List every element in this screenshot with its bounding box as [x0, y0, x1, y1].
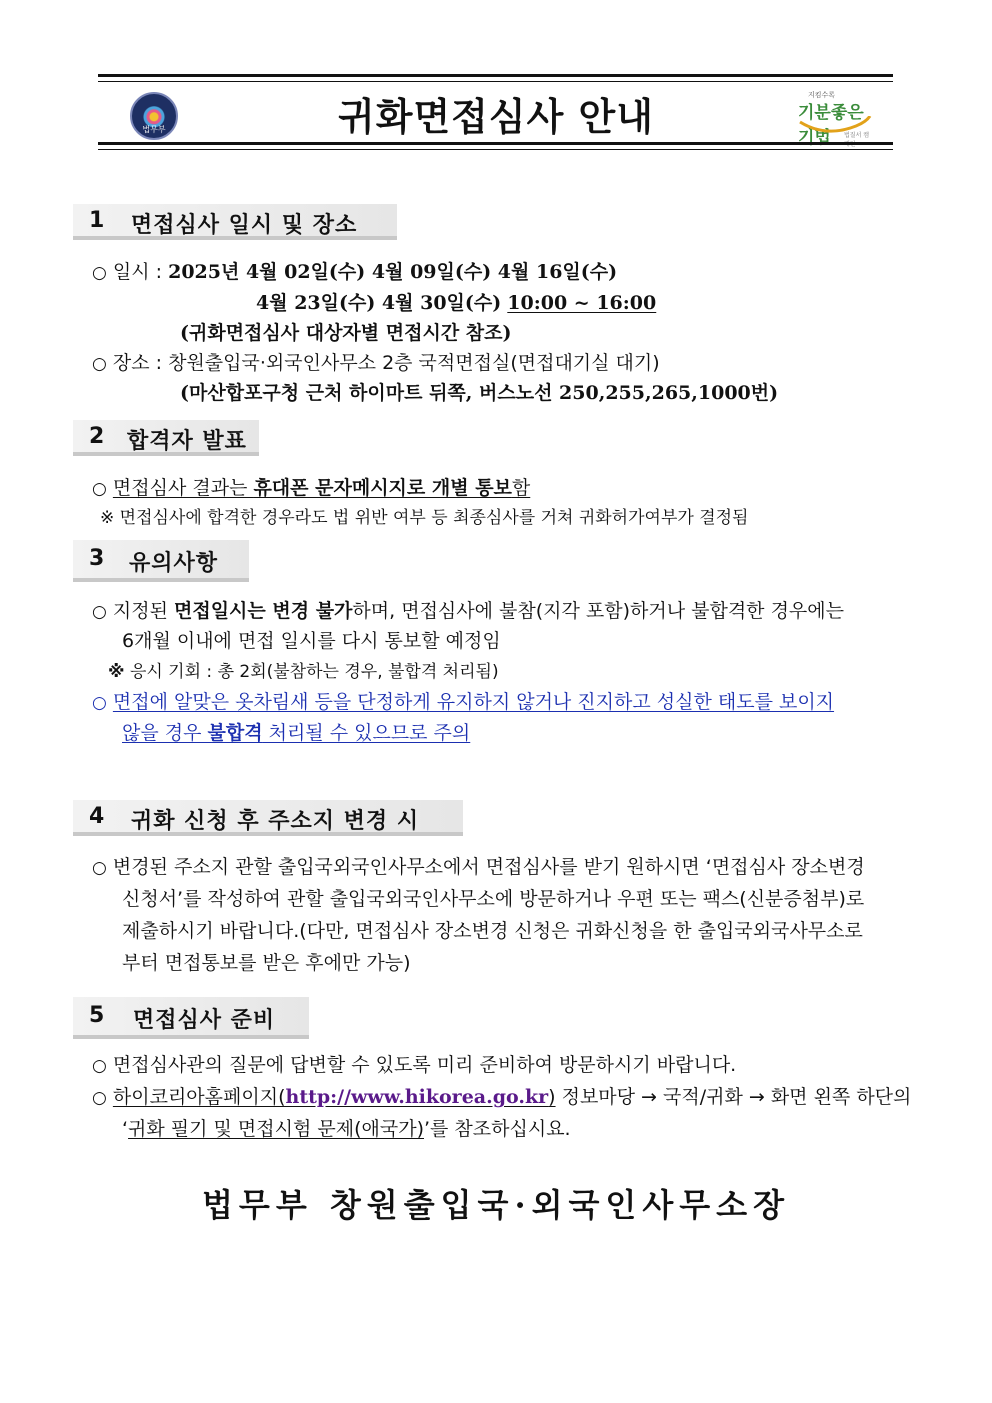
prep-line-1: ○ 면접심사관의 질문에 답변할 수 있도록 미리 준비하여 방문하시기 바랍니다.: [92, 1054, 737, 1076]
place-detail: (마산합포구청 근처 하이마트 뒤쪽, 버스노선 250,255,265,1000번): [180, 382, 779, 404]
caution-line-2: 6개월 이내에 면접 일시를 다시 통보할 예정임: [122, 630, 501, 652]
section-1-heading: 1 면접심사 일시 및 장소: [73, 204, 397, 240]
address-change-line-4: 부터 면접통보를 받은 후에만 가능): [122, 952, 411, 974]
section-2-heading: 2 합격자 발표: [73, 420, 259, 456]
result-note: ※ 면접심사에 합격한 경우라도 법 위반 여부 등 최종심사를 거쳐 귀화허가여부가 결정됨: [100, 508, 749, 528]
issuer-signature: 법무부 창원출입국·외국인사무소장: [202, 1186, 790, 1224]
section-4-heading: 4 귀화 신청 후 주소지 변경 시: [73, 800, 463, 836]
section-3-heading: 3 유의사항: [73, 540, 249, 582]
header-bottom-rule: [98, 142, 893, 150]
section-5-heading: 5 면접심사 준비: [73, 997, 309, 1039]
ministry-emblem-icon: 법무부: [130, 92, 178, 140]
schedule-line-1: ○ 일시 : 2025년 4월 02일(수) 4월 09일(수) 4월 16일(수): [92, 261, 618, 283]
interview-time: 10:00 ~ 16:00: [507, 292, 657, 314]
address-change-line-3: 제출하시기 바랍니다.(다만, 면접심사 장소변경 신청은 귀화신청을 한 출입국외국사무소로: [122, 920, 863, 942]
hikorea-link[interactable]: http://www.hikorea.go.kr: [285, 1086, 549, 1108]
place-line: ○ 장소 : 창원출입국·외국인사무소 2층 국적면접실(면접대기실 대기): [92, 352, 660, 374]
caution-line-4: 않을 경우 불합격 처리될 수 있으므로 주의: [122, 722, 471, 744]
prep-line-2: ○ 하이코리아홈페이지(http://www.hikorea.go.kr) 정보마당 → 국적/귀화 → 화면 왼쪽 하단의: [92, 1086, 912, 1108]
prep-line-3: ‘귀화 필기 및 면접시험 문제(애국가)’를 참조하십시요.: [122, 1118, 571, 1140]
campaign-logo-icon: 지킴수록 기분좋은 기법 법질서 캠페인: [798, 91, 870, 148]
schedule-line-2: 4월 23일(수) 4월 30일(수) 10:00 ~ 16:00: [256, 292, 657, 314]
address-change-line-2: 신청서’를 작성하여 관할 출입국외국인사무소에 방문하거나 우편 또는 팩스(신분증첨부)로: [122, 888, 865, 910]
result-announcement: ○ 면접심사 결과는 휴대폰 문자메시지로 개별 통보함: [92, 477, 531, 499]
caution-note: ※ 응시 기회 : 총 2회(불참하는 경우, 불합격 처리됨): [108, 662, 499, 682]
caution-line-3: ○ 면접에 알맞은 옷차림새 등을 단정하게 유지하지 않거나 진지하고 성실한 태도를 보이지: [92, 691, 835, 713]
page-title: 귀화면접심사 안내: [338, 95, 654, 139]
caution-line-1: ○ 지정된 면접일시는 변경 불가하며, 면접심사에 불참(지각 포함)하거나 불합격한 경우에는: [92, 600, 844, 622]
schedule-note: (귀화면접심사 대상자별 면접시간 참조): [180, 322, 512, 344]
address-change-line-1: ○ 변경된 주소지 관할 출입국외국인사무소에서 면접심사를 받기 원하시면 ‘면접심사 장소변경: [92, 856, 865, 878]
header-top-rule: [98, 74, 893, 82]
